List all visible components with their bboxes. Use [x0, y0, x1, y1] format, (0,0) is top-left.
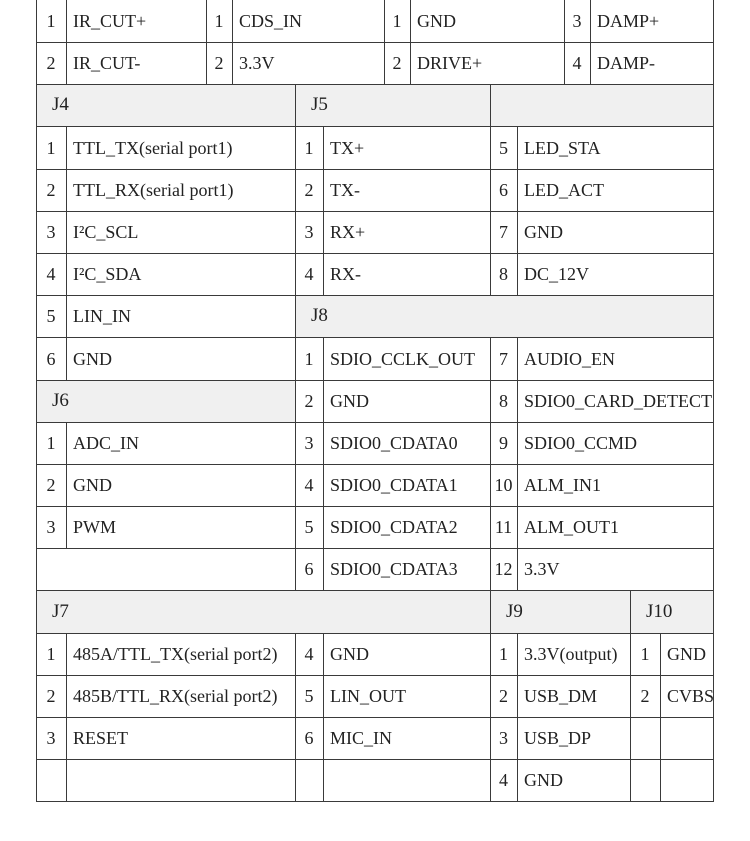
pin-signal: AUDIO_EN — [524, 349, 615, 369]
pin-number: 6 — [46, 349, 56, 369]
column-divider — [490, 84, 491, 126]
pin-number: 6 — [304, 559, 314, 579]
column-divider — [323, 211, 324, 253]
column-divider — [660, 633, 661, 675]
column-divider — [323, 126, 324, 169]
row-divider — [36, 464, 714, 465]
column-divider — [660, 675, 661, 717]
pin-number: 5 — [304, 517, 314, 537]
pin-number: 1 — [304, 349, 314, 369]
pin-signal: USB_DP — [524, 728, 592, 748]
pin-signal: RESET — [73, 728, 129, 748]
column-divider — [713, 548, 714, 591]
column-divider — [630, 590, 631, 633]
column-divider — [713, 0, 714, 43]
pin-number: 4 — [304, 644, 314, 664]
pin-signal: SDIO0_CDATA0 — [330, 433, 458, 453]
pin-number: 2 — [304, 391, 314, 411]
column-divider — [517, 253, 518, 295]
pin-number: 8 — [499, 391, 508, 411]
column-divider — [323, 380, 324, 422]
column-divider — [517, 464, 518, 506]
pin-signal: LED_STA — [524, 138, 601, 158]
pin-number: 5 — [46, 306, 56, 326]
pin-number: 9 — [499, 433, 508, 453]
column-divider — [517, 548, 518, 590]
pin-signal: GND — [330, 391, 369, 411]
connector-header: J6 — [52, 390, 69, 411]
column-divider — [517, 633, 518, 675]
column-divider — [517, 759, 518, 801]
column-divider — [517, 675, 518, 717]
pin-signal: DAMP- — [597, 53, 656, 73]
pin-number: 1 — [46, 11, 56, 31]
row-divider — [36, 169, 714, 170]
pin-number: 4 — [304, 475, 314, 495]
column-divider — [323, 464, 324, 506]
row-divider — [36, 126, 714, 127]
column-divider — [66, 0, 67, 42]
column-divider — [323, 253, 324, 295]
pin-signal: DAMP+ — [597, 11, 660, 31]
section-header-cell — [296, 296, 713, 337]
pin-number: 6 — [304, 728, 314, 748]
column-divider — [66, 675, 67, 717]
pin-signal: CDS_IN — [239, 11, 303, 31]
row-divider — [36, 422, 714, 423]
pin-signal: DC_12V — [524, 264, 590, 284]
pin-number: 1 — [46, 138, 56, 158]
column-divider — [66, 253, 67, 295]
pin-number: 1 — [214, 11, 224, 31]
pin-number: 2 — [46, 53, 56, 73]
pin-number: 1 — [392, 11, 402, 31]
row-divider — [36, 801, 714, 802]
row-divider — [36, 590, 714, 591]
column-divider — [713, 633, 714, 676]
row-divider — [36, 717, 714, 718]
column-divider — [517, 169, 518, 211]
connector-header: J9 — [506, 601, 523, 622]
column-divider — [660, 717, 661, 759]
pin-signal: IR_CUT+ — [73, 11, 147, 31]
pin-signal: LIN_IN — [73, 306, 131, 326]
column-divider — [66, 211, 67, 253]
row-divider — [36, 548, 714, 549]
column-divider — [630, 759, 631, 801]
pin-signal: TX- — [330, 180, 360, 200]
row-divider — [36, 84, 714, 85]
pin-signal: USB_DM — [524, 686, 598, 706]
pin-signal: SDIO_CCLK_OUT — [330, 349, 476, 369]
pin-signal: GND — [330, 644, 369, 664]
pin-number: 2 — [304, 180, 314, 200]
column-divider — [517, 380, 518, 422]
pin-number: 3 — [304, 222, 314, 242]
column-divider — [517, 717, 518, 759]
pin-number: 7 — [499, 349, 508, 369]
column-divider — [590, 0, 591, 42]
column-divider — [66, 717, 67, 759]
column-divider — [713, 464, 714, 507]
pin-number: 2 — [46, 475, 56, 495]
pin-number: 4 — [572, 53, 582, 73]
pin-number: 2 — [640, 686, 650, 706]
pin-signal: LED_ACT — [524, 180, 604, 200]
column-divider — [713, 380, 714, 423]
pin-number: 2 — [46, 180, 56, 200]
column-divider — [630, 717, 631, 759]
column-divider — [36, 380, 37, 422]
pin-number: 3 — [46, 517, 56, 537]
row-divider — [36, 295, 714, 296]
pin-signal: GND — [524, 770, 563, 790]
column-divider — [590, 42, 591, 84]
column-divider — [713, 211, 714, 254]
column-divider — [295, 759, 296, 801]
pin-signal: DRIVE+ — [417, 53, 483, 73]
column-divider — [295, 295, 296, 337]
pin-number: 2 — [499, 686, 508, 706]
pin-signal: RX+ — [330, 222, 366, 242]
pin-number: 11 — [494, 517, 513, 537]
column-divider — [713, 717, 714, 760]
pin-signal: SDIO0_CCMD — [524, 433, 638, 453]
column-divider — [323, 675, 324, 717]
pin-signal: TTL_TX(serial port1) — [73, 138, 233, 158]
column-divider — [323, 169, 324, 211]
column-divider — [232, 42, 233, 84]
pin-signal: GND — [417, 11, 456, 31]
pin-signal: ADC_IN — [73, 433, 139, 453]
column-divider — [323, 506, 324, 548]
pin-number: 5 — [499, 138, 508, 158]
column-divider — [36, 759, 37, 801]
pin-signal: I²C_SCL — [73, 222, 139, 242]
pin-signal: SDIO0_CARD_DETECT — [524, 391, 712, 411]
section-header-cell — [37, 85, 295, 126]
pin-number: 3 — [46, 222, 56, 242]
column-divider — [323, 717, 324, 759]
column-divider — [490, 590, 491, 633]
column-divider — [713, 169, 714, 212]
row-divider — [36, 253, 714, 254]
column-divider — [66, 295, 67, 337]
column-divider — [295, 84, 296, 126]
column-divider — [66, 126, 67, 169]
column-divider — [323, 759, 324, 801]
pin-signal: SDIO0_CDATA3 — [330, 559, 458, 579]
column-divider — [323, 337, 324, 380]
pin-signal: I²C_SDA — [73, 264, 142, 284]
pin-number: 3 — [572, 11, 582, 31]
pin-number: 1 — [46, 644, 56, 664]
pin-signal: 485A/TTL_TX(serial port2) — [73, 644, 278, 664]
column-divider — [410, 0, 411, 42]
pin-number: 7 — [499, 222, 508, 242]
pin-signal: IR_CUT- — [73, 53, 141, 73]
pin-signal: TTL_RX(serial port1) — [73, 180, 234, 200]
section-header-cell — [491, 85, 713, 126]
row-divider — [36, 759, 714, 760]
column-divider — [66, 42, 67, 84]
pin-signal: RX- — [330, 264, 361, 284]
column-divider — [713, 759, 714, 802]
connector-header: J7 — [52, 601, 69, 622]
pin-signal: ALM_IN1 — [524, 475, 601, 495]
pin-number: 4 — [499, 770, 508, 790]
column-divider — [713, 253, 714, 296]
column-divider — [36, 84, 37, 126]
connector-header: J5 — [311, 94, 328, 115]
pin-signal: GND — [524, 222, 563, 242]
column-divider — [713, 84, 714, 127]
row-divider — [36, 211, 714, 212]
section-header-cell — [37, 591, 490, 633]
pin-signal: LIN_OUT — [330, 686, 406, 706]
column-divider — [323, 633, 324, 675]
column-divider — [36, 590, 37, 633]
column-divider — [232, 0, 233, 42]
pin-signal: ALM_OUT1 — [524, 517, 619, 537]
pin-number: 3 — [304, 433, 314, 453]
connector-header: J10 — [646, 601, 673, 622]
pin-number: 3 — [499, 728, 508, 748]
column-divider — [410, 42, 411, 84]
pin-signal: SDIO0_CDATA1 — [330, 475, 458, 495]
row-divider — [36, 675, 714, 676]
column-divider — [713, 295, 714, 338]
pin-signal: CVBS — [667, 686, 715, 706]
column-divider — [713, 422, 714, 465]
column-divider — [323, 422, 324, 464]
column-divider — [713, 126, 714, 170]
pin-signal: 485B/TTL_RX(serial port2) — [73, 686, 278, 706]
connector-header: J8 — [311, 305, 328, 326]
pin-number: 10 — [494, 475, 513, 495]
connector-header: J4 — [52, 94, 69, 115]
pin-number: 2 — [46, 686, 56, 706]
pin-signal: GND — [73, 349, 112, 369]
column-divider — [517, 506, 518, 548]
column-divider — [713, 337, 714, 381]
pin-signal: TX+ — [330, 138, 365, 158]
row-divider — [36, 506, 714, 507]
column-divider — [517, 211, 518, 253]
pin-number: 1 — [499, 644, 508, 664]
column-divider — [713, 42, 714, 85]
pin-signal: PWM — [73, 517, 117, 537]
row-divider — [36, 380, 714, 381]
pin-number: 1 — [46, 433, 56, 453]
column-divider — [36, 548, 37, 590]
pin-signal: 3.3V — [239, 53, 275, 73]
pin-number: 12 — [494, 559, 513, 579]
column-divider — [323, 548, 324, 590]
column-divider — [66, 464, 67, 506]
pin-number: 8 — [499, 264, 508, 284]
pin-number: 1 — [640, 644, 650, 664]
pin-number: 1 — [304, 138, 314, 158]
column-divider — [517, 337, 518, 380]
pin-number: 3 — [46, 728, 56, 748]
pin-number: 4 — [304, 264, 314, 284]
column-divider — [713, 590, 714, 634]
column-divider — [66, 506, 67, 548]
section-header-cell — [37, 381, 295, 422]
column-divider — [517, 126, 518, 169]
pin-signal: GND — [667, 644, 706, 664]
row-divider — [36, 42, 714, 43]
pin-number: 5 — [304, 686, 314, 706]
column-divider — [66, 337, 67, 380]
row-divider — [36, 633, 714, 634]
pin-signal: SDIO0_CDATA2 — [330, 517, 458, 537]
column-divider — [66, 169, 67, 211]
column-divider — [66, 759, 67, 801]
pin-signal: 3.3V(output) — [524, 644, 618, 664]
row-divider — [36, 337, 714, 338]
column-divider — [660, 759, 661, 801]
pin-number: 6 — [499, 180, 508, 200]
column-divider — [66, 633, 67, 675]
pin-signal: MIC_IN — [330, 728, 392, 748]
pin-signal: 3.3V — [524, 559, 560, 579]
pin-number: 4 — [46, 264, 56, 284]
pin-signal: GND — [73, 475, 112, 495]
pin-number: 2 — [214, 53, 224, 73]
column-divider — [713, 506, 714, 549]
column-divider — [517, 422, 518, 464]
column-divider — [66, 422, 67, 464]
pin-number: 2 — [392, 53, 402, 73]
